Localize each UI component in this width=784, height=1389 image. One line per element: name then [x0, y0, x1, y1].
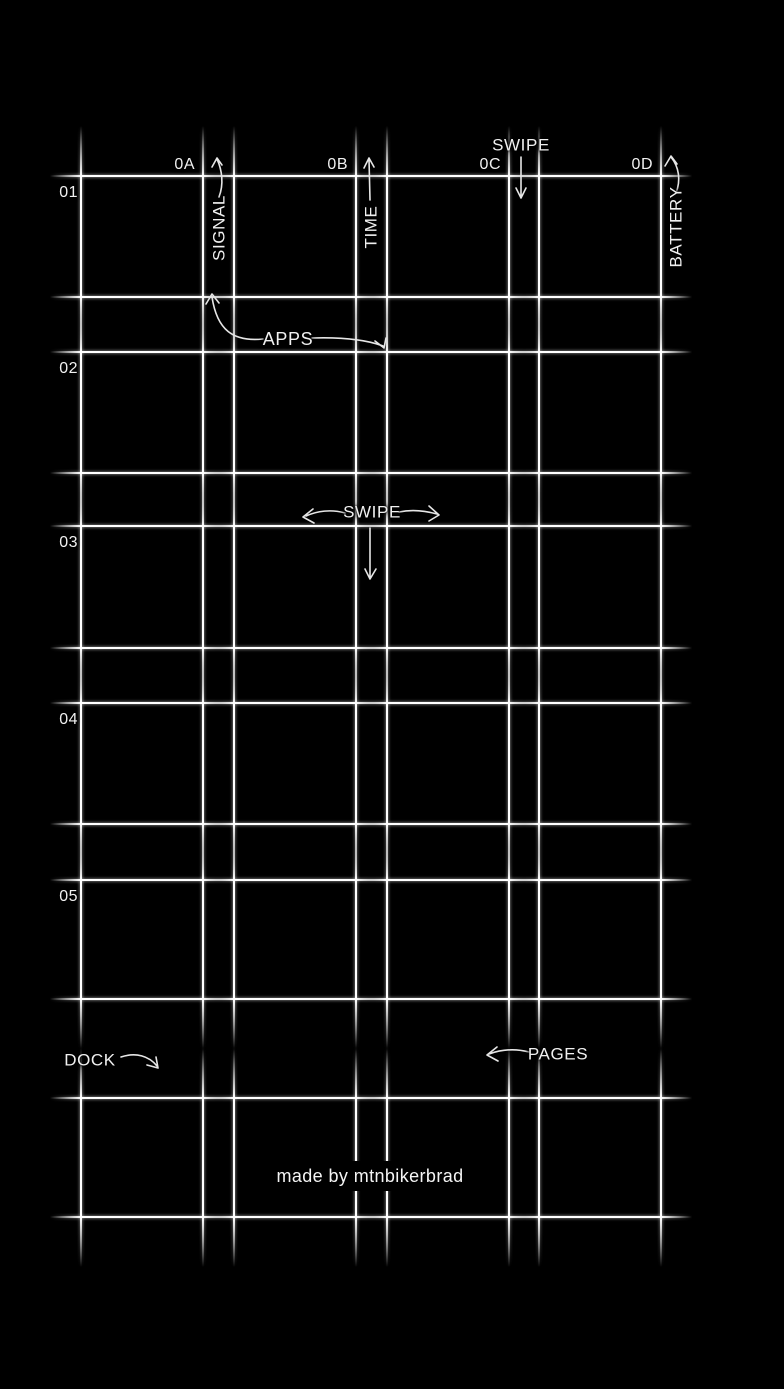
column-label: 0A: [174, 156, 195, 173]
apps-annotation: APPS: [262, 329, 314, 349]
grid-line: [80, 830, 82, 1049]
signal-arrow: [212, 158, 222, 197]
grid-line: [508, 1216, 692, 1218]
column-label: 0B: [327, 156, 348, 173]
credit-text: made by mtnbikerbrad: [264, 1161, 475, 1191]
grid-line: [233, 1048, 235, 1267]
grid-line: [508, 472, 692, 474]
row-label: 03: [59, 534, 78, 551]
grid-line: [386, 1048, 388, 1267]
grid-line: [508, 998, 692, 1000]
grid-line: [508, 830, 510, 1049]
signal-annotation: SIGNAL: [209, 195, 229, 261]
dock-annotation: DOCK: [64, 1050, 116, 1070]
column-label: 0D: [631, 156, 653, 173]
grid-line: [202, 1048, 204, 1267]
grid-line: [660, 830, 662, 1049]
grid-line: [508, 702, 692, 704]
grid-line: [80, 1048, 82, 1267]
grid-line: [508, 1048, 510, 1267]
grid-line: [538, 1048, 540, 1267]
grid-line: [508, 647, 692, 649]
swipe-mid-down-arrow: [365, 528, 376, 579]
grid-line: [660, 1048, 662, 1267]
row-label: 02: [59, 360, 78, 377]
grid-line: [386, 830, 388, 1049]
grid-line: [508, 525, 692, 527]
swipe-mid-annotation: SWIPE: [343, 502, 401, 522]
apps-arrow-right: [312, 338, 386, 348]
battery-annotation: BATTERY: [666, 186, 686, 268]
column-label: 0C: [479, 156, 501, 173]
grid-line: [233, 830, 235, 1049]
grid-line: [508, 879, 692, 881]
grid-line: [538, 830, 540, 1049]
grid-line: [508, 1097, 692, 1099]
row-label: 05: [59, 888, 78, 905]
grid-line: [508, 351, 692, 353]
swipe-mid-right-arrow: [399, 506, 439, 521]
row-label: 01: [59, 184, 78, 201]
grid-crisp-layer: [50, 126, 692, 1267]
annotation-arrows: [121, 156, 679, 1068]
grid-line: [355, 1048, 357, 1267]
grid-line: [508, 823, 692, 825]
swipe-mid-left-arrow: [303, 509, 345, 523]
grid-line: [202, 830, 204, 1049]
swipe-top-annotation: SWIPE: [492, 135, 550, 155]
pages-annotation: PAGES: [527, 1044, 589, 1064]
grid-line: [355, 830, 357, 1049]
time-annotation: TIME: [361, 205, 381, 249]
swipe-top-down-arrow: [516, 157, 526, 198]
time-arrow: [364, 158, 374, 200]
grid-line: [508, 175, 692, 177]
row-label: 04: [59, 711, 78, 728]
grid-line: [508, 296, 692, 298]
dock-arrow: [121, 1055, 158, 1068]
